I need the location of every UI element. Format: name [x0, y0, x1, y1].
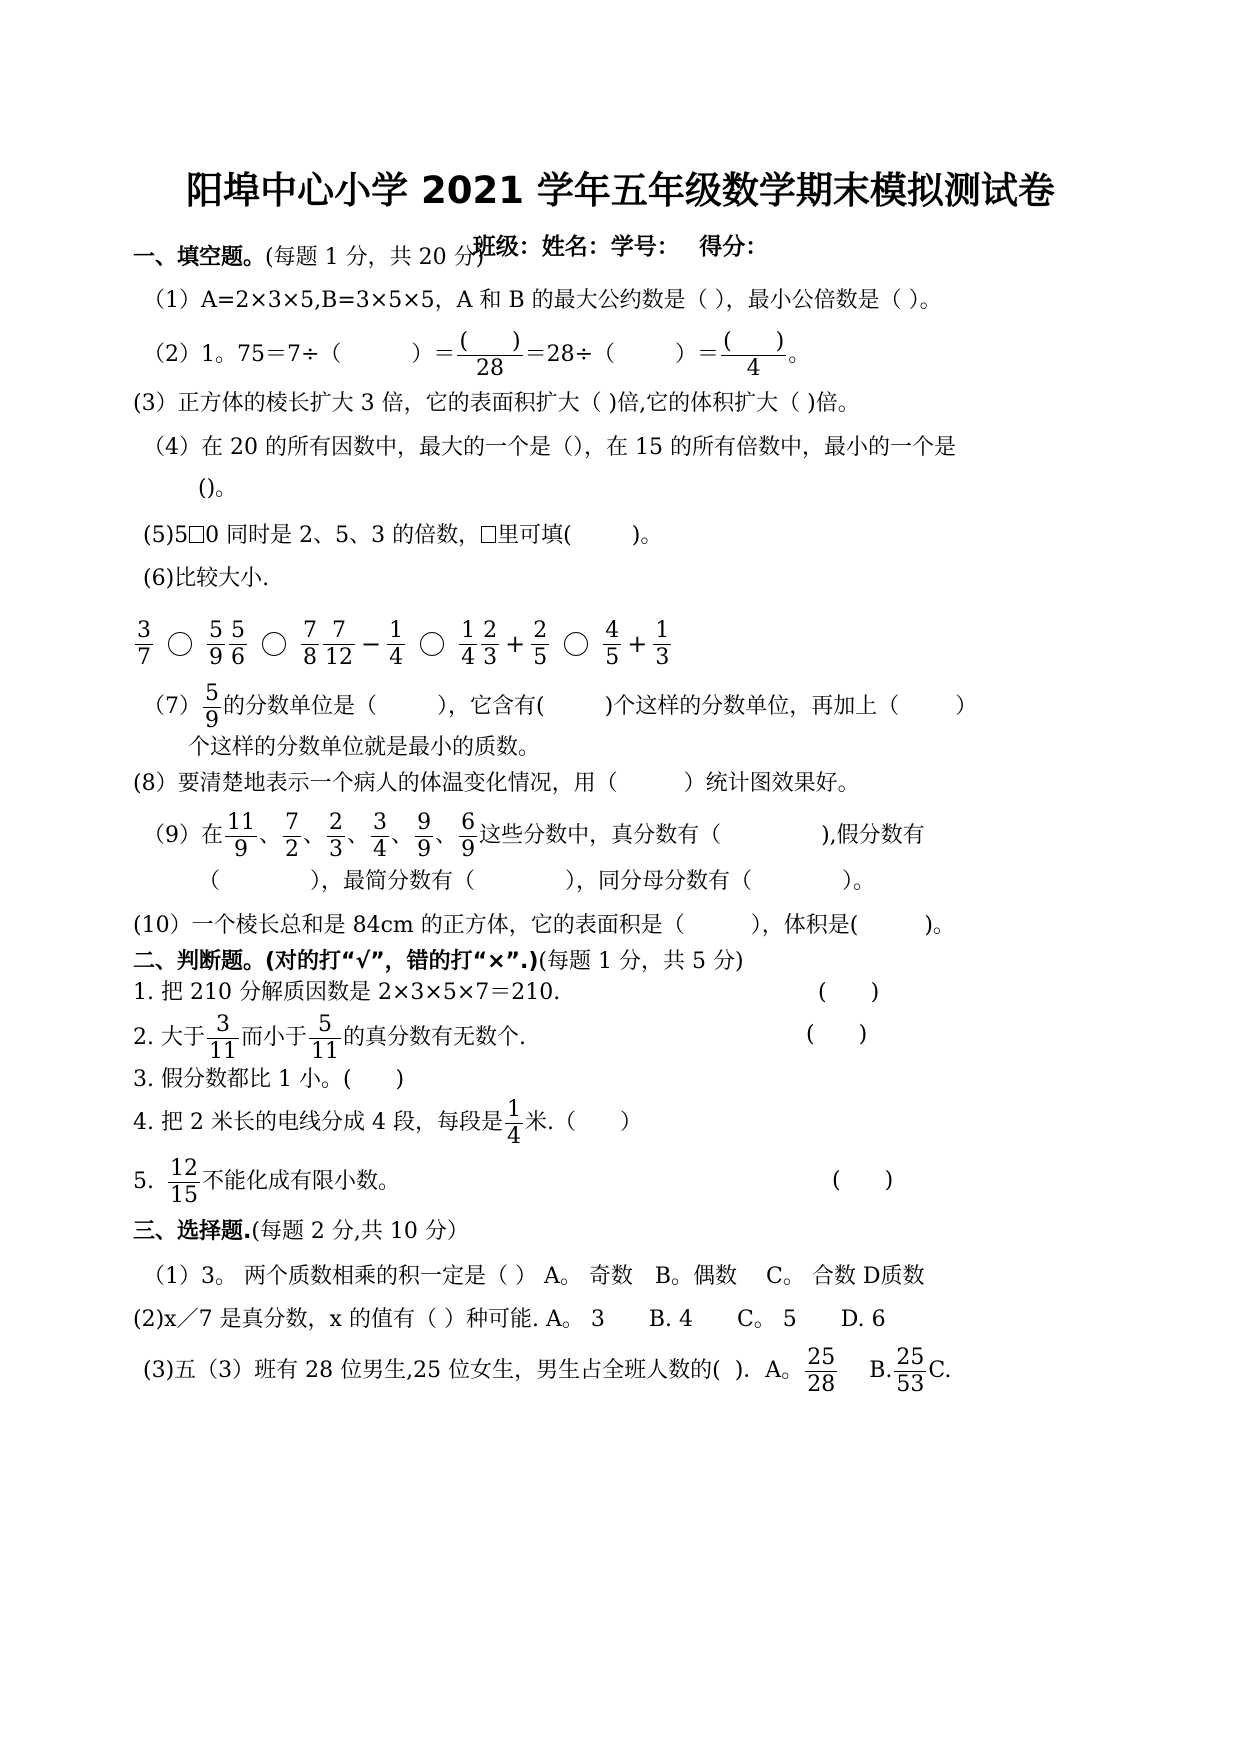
q2-frac2-num: ( ) — [723, 328, 785, 354]
q2-text-f: 。 — [788, 342, 811, 367]
fraction — [894, 1345, 926, 1398]
numerator: 1 — [461, 617, 476, 643]
numerator: 4 — [605, 617, 620, 643]
q2-text-c: ＝28÷（ — [524, 342, 616, 367]
denominator: 9 — [234, 836, 248, 862]
s2-question-4 — [133, 1093, 642, 1153]
denominator: 9 — [209, 644, 223, 670]
denominator: 11 — [208, 1038, 237, 1064]
fraction — [323, 618, 355, 671]
fraction — [229, 618, 247, 671]
section-1-heading — [133, 244, 484, 272]
fraction — [168, 1156, 200, 1209]
denominator: 3 — [483, 644, 498, 670]
plus-sign: + — [627, 630, 648, 658]
q3-option-c-label: C. — [928, 1358, 952, 1383]
q5-text-b: 不能化成有限小数。 — [202, 1169, 401, 1194]
denominator: 8 — [303, 644, 317, 670]
q9-text-c: ),假分数有 — [821, 823, 925, 848]
s2-question-5-answer-paren: ( ) — [832, 1168, 894, 1193]
q7-text-f: ） — [955, 694, 978, 719]
fraction — [207, 618, 225, 671]
s1-question-9-line-2 — [198, 868, 875, 896]
plus-sign: + — [505, 630, 526, 658]
section-3-title: 三、选择题. — [133, 1219, 252, 1244]
blank-square-icon — [481, 526, 496, 543]
numerator: 3 — [137, 617, 151, 643]
s1-question-2 — [143, 325, 810, 385]
s1-question-7-line-2: 个这样的分数单位就是最小的质数。 — [188, 735, 541, 760]
denominator: 4 — [506, 1123, 521, 1149]
denominator: 28 — [807, 1371, 836, 1397]
separator: 、 — [259, 823, 282, 848]
fraction — [653, 618, 671, 671]
fraction — [459, 618, 477, 671]
s1-question-3: (3）正方体的棱长扩大 3 倍，它的表面积扩大（ )倍,它的体积扩大（ )倍。 — [133, 391, 860, 416]
q2-frac1-den: 28 — [476, 355, 505, 381]
fraction — [327, 810, 345, 863]
section-2-title: 二、判断题。(对的打“√”，错的打“×”.) — [133, 949, 539, 974]
numerator: 5 — [209, 617, 223, 643]
denominator: 11 — [311, 1038, 339, 1064]
denominator: 53 — [896, 1371, 925, 1397]
student-info-header: 班级：姓名：学号： 得分： — [472, 234, 769, 260]
s2-question-3: 3. 假分数都比 1 小。( ) — [133, 1067, 405, 1092]
q2-text-b: ）＝ — [411, 342, 456, 367]
q7-number: （7） — [143, 694, 201, 719]
q2-text-e: ）＝ — [675, 342, 720, 367]
fraction — [603, 618, 621, 671]
q3-text-a: (3)五（3）班有 28 位男生,25 位女生，男生占全班人数的( — [143, 1358, 721, 1383]
separator: 、 — [303, 823, 326, 848]
s2-question-2-answer-paren: ( ) — [806, 1022, 868, 1047]
denominator: 5 — [605, 644, 620, 670]
denominator: 2 — [285, 836, 300, 862]
s1-question-9-line-1 — [143, 806, 925, 866]
q9-text-a: （9）在 — [143, 823, 223, 848]
numerator: 5 — [231, 617, 245, 643]
q7-text-c: ），它含有( — [437, 694, 545, 719]
q5-text-d: )。 — [631, 523, 663, 548]
section-1-title: 一、填空题。 — [133, 245, 266, 270]
fraction — [531, 618, 549, 671]
q5-text-a: (5)5 — [143, 523, 189, 548]
fraction — [225, 810, 257, 863]
denominator: 9 — [461, 836, 476, 862]
separator: 、 — [347, 823, 370, 848]
compare-circle-icon — [420, 632, 444, 656]
s3-question-3 — [143, 1341, 951, 1401]
compare-circle-icon — [262, 632, 286, 656]
s3-question-2: (2)x／7 是真分数，x 的值有（ ）种可能. A。 3 B. 4 C。 5 D. 6 — [133, 1307, 886, 1332]
s1-question-6: (6)比较大小. — [143, 566, 270, 591]
denominator: 6 — [231, 644, 245, 670]
numerator: 7 — [285, 809, 300, 835]
numerator: 25 — [807, 1344, 836, 1370]
numerator: 9 — [417, 809, 432, 835]
numerator: 5 — [205, 680, 219, 706]
fraction — [135, 618, 153, 671]
denominator: 12 — [325, 644, 353, 670]
numerator: 2 — [483, 617, 498, 643]
s1-question-5 — [143, 522, 662, 550]
q4-text-b: 米.（ ） — [524, 1110, 642, 1135]
section-3-score: (每题 2 分,共 10 分） — [251, 1219, 469, 1244]
q7-text-b: 的分数单位是（ — [223, 694, 378, 719]
fraction — [207, 1012, 239, 1065]
q7-fraction — [203, 681, 221, 734]
numerator: 7 — [303, 617, 317, 643]
q3-option-a-label: )．A。 — [734, 1358, 804, 1383]
numerator: 1 — [389, 617, 404, 643]
section-2-score: (每题 1 分，共 5 分) — [538, 949, 744, 974]
q2-fraction-blank-4 — [721, 329, 786, 382]
denominator: 4 — [373, 836, 388, 862]
q5-text-b: 0 同时是 2、5、3 的倍数， — [205, 523, 481, 548]
separator: 、 — [435, 823, 458, 848]
numerator: 3 — [207, 1012, 239, 1039]
q4-text-a: 4. 把 2 米长的电线分成 4 段，每段是 — [133, 1110, 503, 1135]
numerator: 5 — [309, 1012, 341, 1039]
s1-question-7-line-1 — [143, 677, 977, 737]
q9-text-b: 这些分数中，真分数有（ — [479, 823, 722, 848]
s1-question-10: (10）一个棱长总和是 84cm 的正方体，它的表面积是（ ），体积是( )。 — [133, 913, 955, 938]
minus-sign: − — [361, 630, 382, 658]
s1-question-4-line-1: （4）在 20 的所有因数中，最大的一个是（），在 15 的所有倍数中，最小的一个是 — [143, 435, 956, 460]
s2-question-2 — [133, 1008, 526, 1068]
fraction — [805, 1345, 837, 1398]
s1-question-8: (8）要清楚地表示一个病人的体温变化情况，用（ ）统计图效果好。 — [133, 771, 860, 796]
numerator: 1 — [506, 1096, 521, 1122]
numerator: 25 — [896, 1344, 925, 1370]
numerator: 1 — [655, 617, 670, 643]
q9-simplest-label: ），最简分数有（ — [310, 869, 476, 894]
q5-text-c: 里可填( — [497, 523, 572, 548]
q2-fraction-blank-28 — [457, 329, 522, 382]
fraction — [309, 1012, 341, 1065]
fraction — [371, 810, 389, 863]
compare-circle-icon — [564, 632, 588, 656]
separator: 、 — [391, 823, 414, 848]
s2-question-5 — [133, 1152, 400, 1212]
s2-question-1: 1. 把 210 分解质因数是 2×3×5×7＝210. — [133, 980, 561, 1005]
q9-paren-close: ）。 — [842, 869, 876, 894]
fraction — [505, 1097, 523, 1150]
denominator: 4 — [389, 644, 404, 670]
denominator: 3 — [655, 644, 670, 670]
q3-option-b-label: B. — [869, 1358, 893, 1383]
numerator: 2 — [329, 809, 344, 835]
s2-question-1-answer-paren: ( ) — [818, 980, 880, 1005]
q7-text-e: )个这样的分数单位，再加上（ — [604, 694, 900, 719]
s1-question-1: （1）A=2×3×5,B=3×5×5，A 和 B 的最大公约数是（ ），最小公倍数是（ ）。 — [143, 288, 942, 313]
denominator: 4 — [461, 644, 476, 670]
section-1-score: (每题 1 分，共 20 分) — [265, 245, 485, 270]
q9-paren-open: （ — [198, 869, 221, 894]
denominator: 9 — [205, 707, 219, 733]
q2-frac2-den: 4 — [746, 355, 761, 381]
numerator: 2 — [533, 617, 548, 643]
denominator: 7 — [137, 644, 151, 670]
fraction — [387, 618, 405, 671]
q2-text-b: 而小于 — [240, 1025, 307, 1050]
denominator: 15 — [170, 1182, 198, 1208]
compare-circle-icon — [168, 632, 192, 656]
denominator: 9 — [417, 836, 432, 862]
q2-text-a: （2）1。75＝7÷（ — [143, 342, 342, 367]
s1-question-6-comparisons — [133, 614, 673, 674]
fraction — [481, 618, 499, 671]
s1-question-4-line-2: ()。 — [198, 476, 238, 501]
section-2-heading — [133, 948, 744, 976]
fraction — [283, 810, 301, 863]
s3-question-1: （1）3。 两个质数相乘的积一定是（ ） A。 奇数 B。偶数 C。 合数 D质数 — [143, 1264, 925, 1289]
fraction — [415, 810, 433, 863]
q9-same-denominator-label: ），同分母分数有（ — [565, 869, 753, 894]
fraction — [301, 618, 319, 671]
q2-text-c: 的真分数有无数个. — [343, 1025, 526, 1050]
page-title: 阳埠中心小学 2021 学年五年级数学期末模拟测试卷 — [186, 169, 1055, 212]
numerator: 6 — [461, 809, 476, 835]
numerator: 3 — [373, 809, 388, 835]
fraction — [459, 810, 477, 863]
denominator: 5 — [533, 644, 548, 670]
q5-number: 5. — [133, 1169, 154, 1194]
q2-text-a: 2. 大于 — [133, 1025, 205, 1050]
q2-frac1-num: ( ) — [459, 328, 521, 354]
section-3-heading — [133, 1218, 469, 1246]
blank-square-icon — [189, 526, 204, 543]
numerator: 7 — [323, 618, 355, 645]
numerator: 11 — [227, 809, 255, 835]
numerator: 12 — [170, 1155, 198, 1181]
denominator: 3 — [329, 836, 344, 862]
